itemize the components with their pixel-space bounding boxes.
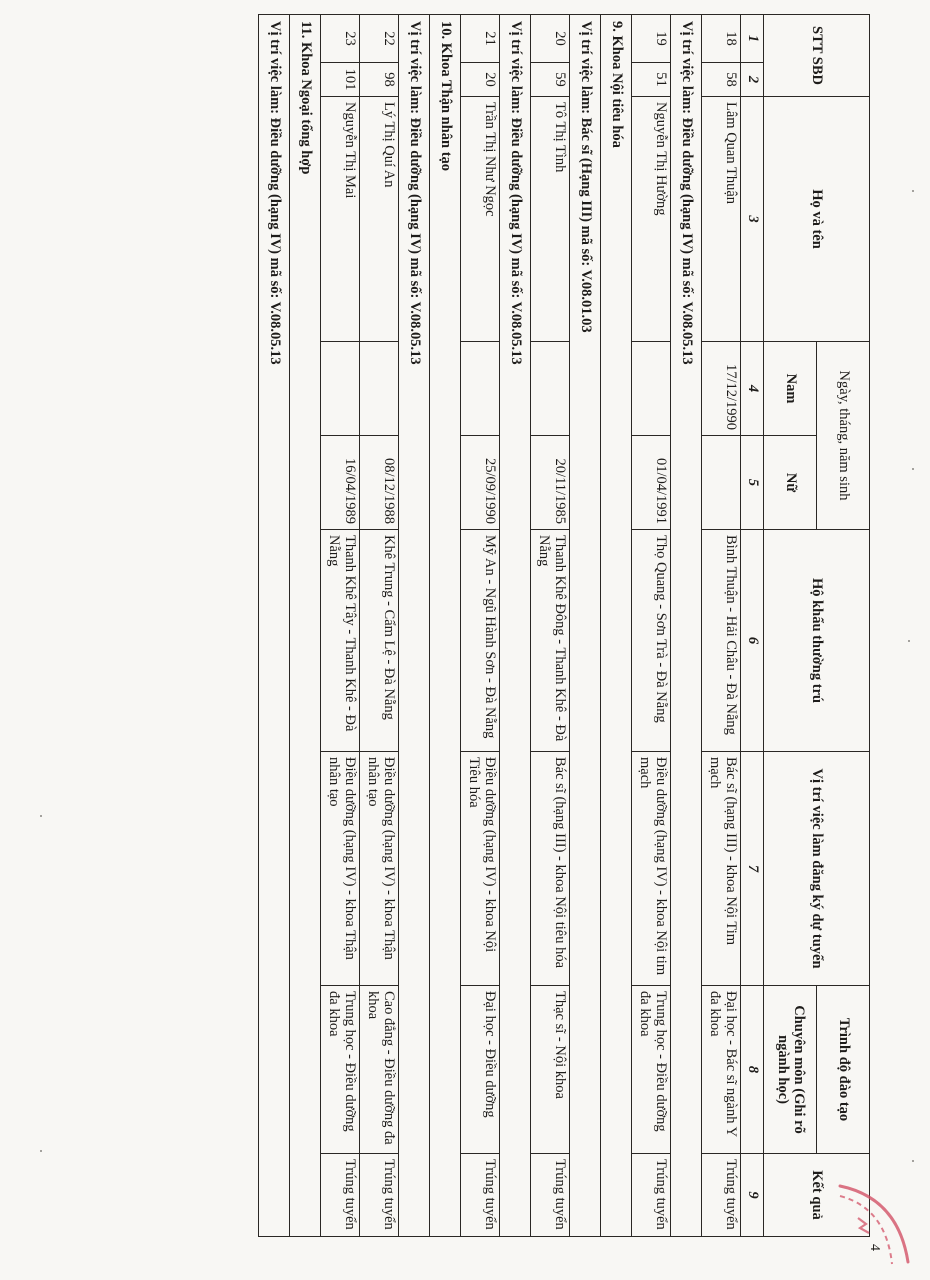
scan-speck [912, 1160, 914, 1162]
section-heading: Vị trí việc làm: Điều dưỡng (hạng IV) mã số: V.08.05.13 [399, 15, 430, 1237]
cell-address: Khê Trung - Cẩm Lệ - Đà Nẵng [360, 530, 399, 752]
cell-position: Điều dưỡng (hạng IV) - khoa Thận nhân tạo [321, 752, 360, 986]
cell-dob-female [702, 436, 741, 530]
stamp-arc [840, 1196, 892, 1264]
section-heading-row [290, 15, 321, 1237]
cell-dob-male [360, 342, 399, 436]
section-heading-row [601, 15, 632, 1237]
column-number: 3 [741, 97, 764, 342]
cell-dob-female: 16/04/1989 [321, 436, 360, 530]
cell-dob-male [461, 342, 500, 436]
cell-major: Đại học - Điều dưỡng [461, 986, 500, 1154]
stamp-mark [858, 1218, 869, 1233]
cell-result: Trúng tuyển [360, 1154, 399, 1237]
cell-name: Nguyễn Thị Mai [321, 97, 360, 342]
cell-result: Trúng tuyển [531, 1154, 570, 1237]
cell-sbd: 59 [531, 63, 570, 97]
cell-major: Đại học - Bác sĩ ngành Y đa khoa [702, 986, 741, 1154]
cell-stt: 21 [461, 15, 500, 63]
cell-dob-male [531, 342, 570, 436]
stamp-arc [840, 1186, 908, 1262]
cell-name: Nguyễn Thị Hường [632, 97, 671, 342]
cell-stt: 18 [702, 15, 741, 63]
cell-dob-female: 25/09/1990 [461, 436, 500, 530]
section-heading: 11. Khoa Ngoại tổng hợp [290, 15, 321, 1237]
cell-stt: 22 [360, 15, 399, 63]
section-heading-row [671, 15, 702, 1237]
header-dob: Ngày, tháng, năm sinh [817, 342, 870, 530]
table-row [461, 15, 500, 1237]
column-number: 1 [741, 15, 764, 63]
table-body [259, 15, 741, 1237]
results-table [258, 14, 870, 1237]
table-row [632, 15, 671, 1237]
cell-name: Trần Thị Như Ngọc [461, 97, 500, 342]
cell-result: Trúng tuyển [321, 1154, 360, 1237]
cell-name: Lâm Quan Thuận [702, 97, 741, 342]
cell-major: Trung học - Điều dưỡng đa khoa [321, 986, 360, 1154]
header-major: Chuyên môn (Ghi rõ ngành học) [764, 986, 817, 1154]
section-heading: Vị trí việc làm: Điều dưỡng (hạng IV) mã số: V.08.05.13 [259, 15, 290, 1237]
scan-speck [912, 468, 914, 470]
header-position: Vị trí việc làm đăng ký dự tuyển [764, 752, 870, 986]
cell-dob-male [321, 342, 360, 436]
cell-major: Thạc sĩ - Nội khoa [531, 986, 570, 1154]
section-heading: Vị trí việc làm: Điều dưỡng (hạng IV) mã số: V.08.05.13 [671, 15, 702, 1237]
table-row [360, 15, 399, 1237]
column-number: 7 [741, 752, 764, 986]
cell-dob-female: 20/11/1985 [531, 436, 570, 530]
column-number: 8 [741, 986, 764, 1154]
header-female: Nữ [764, 436, 817, 530]
cell-name: Lý Thị Quí An [360, 97, 399, 342]
cell-address: Thọ Quang - Sơn Trà - Đà Nẵng [632, 530, 671, 752]
section-heading: 9. Khoa Nội tiêu hóa [601, 15, 632, 1237]
cell-major: Cao đẳng - Điều dưỡng đa khoa [360, 986, 399, 1154]
cell-position: Bác sĩ (hạng III) - khoa Nội tiêu hóa [531, 752, 570, 986]
cell-dob-female: 08/12/1988 [360, 436, 399, 530]
header-result: Kết quả [764, 1154, 870, 1237]
scan-speck [40, 815, 42, 817]
column-number: 2 [741, 63, 764, 97]
cell-result: Trúng tuyển [702, 1154, 741, 1237]
cell-address: Mỹ An - Ngũ Hành Sơn - Đà Nẵng [461, 530, 500, 752]
header-stt-sbd: STT SBD [764, 15, 870, 97]
section-heading: 10. Khoa Thận nhân tạo [430, 15, 461, 1237]
header-training: Trình độ đào tạo [817, 986, 870, 1154]
section-heading-row [259, 15, 290, 1237]
scan-speck [908, 640, 910, 642]
section-heading-row [570, 15, 601, 1237]
cell-major: Trung học - Điều dưỡng đa khoa [632, 986, 671, 1154]
header-male: Nam [764, 342, 817, 436]
cell-sbd: 98 [360, 63, 399, 97]
column-number: 5 [741, 436, 764, 530]
table-row [321, 15, 360, 1237]
section-heading-row [500, 15, 531, 1237]
column-number: 9 [741, 1154, 764, 1237]
cell-dob-male: 17/12/1990 [702, 342, 741, 436]
cell-address: Thanh Khê Đông - Thanh Khê - Đà Nẵng [531, 530, 570, 752]
scan-speck [40, 1150, 42, 1152]
cell-result: Trúng tuyển [461, 1154, 500, 1237]
cell-stt: 19 [632, 15, 671, 63]
cell-sbd: 58 [702, 63, 741, 97]
cell-dob-female: 01/04/1991 [632, 436, 671, 530]
column-number-row [741, 15, 764, 1237]
cell-address: Bình Thuận - Hải Châu - Đà Nẵng [702, 530, 741, 752]
cell-sbd: 51 [632, 63, 671, 97]
table-row [702, 15, 741, 1237]
column-number: 4 [741, 342, 764, 436]
cell-sbd: 20 [461, 63, 500, 97]
cell-sbd: 101 [321, 63, 360, 97]
cell-position: Điều dưỡng (hạng IV) - khoa Nội tim mạch [632, 752, 671, 986]
table-row [531, 15, 570, 1237]
cell-stt: 20 [531, 15, 570, 63]
cell-dob-male [632, 342, 671, 436]
section-heading-row [399, 15, 430, 1237]
cell-result: Trúng tuyển [632, 1154, 671, 1237]
header-name: Họ và tên [764, 97, 870, 342]
cell-name: Tô Thị Tình [531, 97, 570, 342]
cell-position: Điều dưỡng (hạng IV) - khoa Nội Tiêu hóa [461, 752, 500, 986]
section-heading: Vị trí việc làm: Điều dưỡng (hạng IV) mã số: V.08.05.13 [500, 15, 531, 1237]
header-address: Hộ khẩu thường trú [764, 530, 870, 752]
official-stamp [838, 1178, 918, 1270]
column-number: 6 [741, 530, 764, 752]
cell-stt: 23 [321, 15, 360, 63]
scan-speck [912, 190, 914, 192]
cell-address: Thanh Khê Tây - Thanh Khê - Đà Nẵng [321, 530, 360, 752]
cell-position: Bác sĩ (hạng III) - khoa Nội Tim mạch [702, 752, 741, 986]
cell-position: Điều dưỡng (hạng IV) - khoa Thận nhân tạo [360, 752, 399, 986]
page-number: 4 [867, 1244, 882, 1251]
section-heading: Vị trí việc làm: Bác sĩ (Hạng III) mã số: V.08.01.03 [570, 15, 601, 1237]
section-heading-row [430, 15, 461, 1237]
